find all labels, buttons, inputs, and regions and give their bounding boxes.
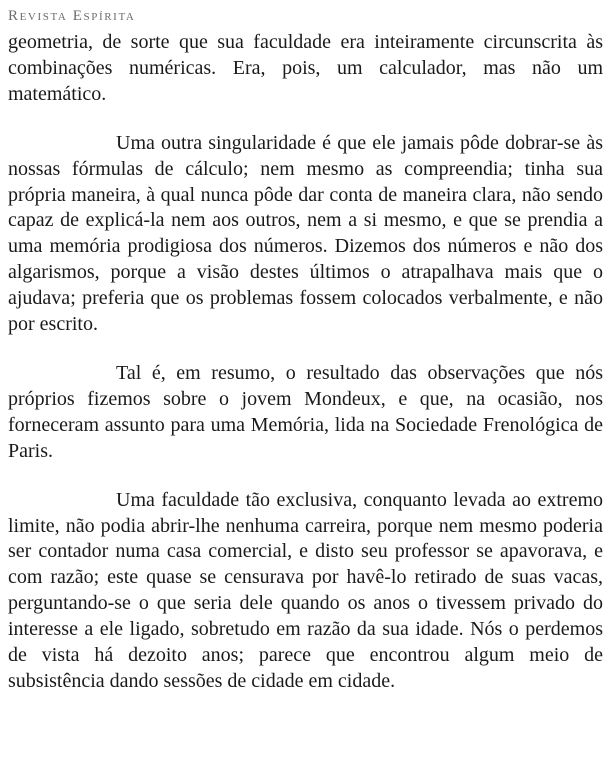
- running-header: Revista Espírita: [8, 8, 136, 24]
- paragraph: Uma outra singularidade é que ele jamais pôde dobrar-se às nossas fórmulas de cálculo; nem mesmo as compreendia; tinha sua própria maneira, à qual nunca pôde dar conta de maneira clara, não sendo capaz de explicá-la nem aos outros, nem a si mesmo, e que se prendia a uma memória prodigiosa dos números. Dizemos dos números e não dos algarismos, porque a visão destes últimos o atrapalhava mais que o ajudava; preferia que os problemas fossem colocados verbalmente, e não por escrito.: [8, 131, 603, 336]
- paragraph-continued: geometria, de sorte que sua faculdade era inteiramente circunscrita às combinações numéricas. Era, pois, um calculador, mas não um matemático.: [8, 31, 603, 105]
- body-text: [8, 30, 603, 695]
- paragraph: Uma faculdade tão exclusiva, conquanto levada ao extremo limite, não podia abrir-lhe nenhuma carreira, porque nem mesmo poderia ser contador numa casa comercial, e disto seu professor se apavorava, e com razão; este quase se censurava por havê-lo retirado de suas vacas, perguntando-se o que seria dele quando os anos o tivessem privado do interesse a ele ligado, sobretudo em razão da sua idade. Nós o perdemos de vista há dezoito anos; parece que encontrou algum meio de subsistência dando sessões de cidade em cidade.: [8, 488, 603, 692]
- paragraph: Tal é, em resumo, o resultado das observações que nós próprios fizemos sobre o jovem Mondeux, e que, na ocasião, nos forneceram assunto para uma Memória, lida na Sociedade Frenológica de Paris.: [8, 361, 603, 462]
